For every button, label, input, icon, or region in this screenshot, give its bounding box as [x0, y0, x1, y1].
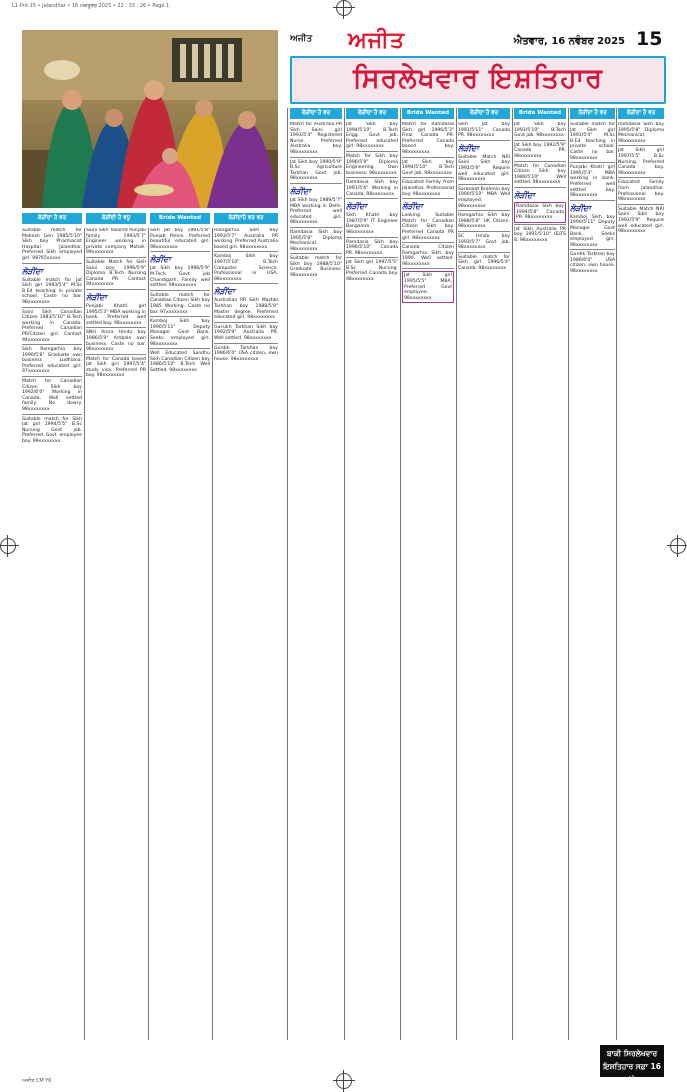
classified-ad: Sikh Khatri boy 1987/5'9" IT Engineer Bangalore. 98xxxxxxxx: [346, 213, 398, 235]
classified-ad: Match for Canadian Citizen Sikh boy 1992/6'0" Working in Canada. Well settled family. No dowry. 98xxxxxxxx: [22, 379, 82, 413]
section-marker: ਲੋੜੀਂਦਾ: [22, 266, 43, 276]
classified-ad: Saini Sikh Tailored Punjabi family 1993/5'7" Engineer working in private company Mohali. 99xxxxxxxx: [86, 228, 146, 256]
classified-ad: Canada Citizen Ramgarhia Sikh boy 1990. Well settled. 98xxxxxxxx: [402, 245, 454, 267]
ad-column-5: [290, 122, 342, 1040]
classified-ad: Suitable match for Sikh boy 1988/5'10" Graduate Business. 98xxxxxxxx: [290, 256, 342, 279]
column-header: Bride Wanted: [150, 213, 210, 224]
classified-ad: Educated Family from Jalandhar. Professional boy. 98xxxxxxxx: [618, 180, 664, 203]
classified-ad: Kamboj Sikh boy 1997/5'10" B.Tech Computer Science. Professional in USA. 98xxxxxxxx: [214, 254, 278, 282]
classified-ad: Ramdasia Sikh boy 1996/5'10" Canada PR. 98xxxxxxxx: [346, 239, 398, 256]
classified-ad: Sikh Ramgarhia boy 1990/5'8" Graduate own business Ludhiana. Preferred educated girl. 97xxxxxxxx: [22, 347, 82, 375]
ad-column-4: [214, 228, 278, 1040]
classified-ad: Match for Canadian Citizen Sikh boy 1989/5'10" Well settled. 98xxxxxxxx: [514, 163, 566, 186]
section-marker: ਲੋੜੀਂਦਾ: [514, 190, 535, 200]
classified-ad: Suitable Match NRI Saini Sikh boy 1992/5'9" Require well educated girl. 98xxxxxxxx: [458, 154, 510, 183]
classified-ad: Punjabi Khatri girl 1995/5'3" MBA working in bank. Preferred well settled boy. 98xxxxxxxx: [570, 165, 615, 199]
classified-ad: Gurdik Tarkhan boy 1986/6'0" USA citizen, own house. 98xxxxxxxx: [214, 345, 278, 362]
column-header: Bride Wanted: [514, 108, 566, 119]
section-banner: [290, 56, 666, 104]
classified-ad: Well Educated Sandhu Sikh Canadian Citizen boy 1986/5'10" B.Tech Well Settled. 98xxxxxxxx: [150, 351, 210, 373]
classified-ad: Punjabi Khatri girl 1995/5'3" MBA working in bank. Preferred well settled boy. 98xxxxxxxx: [86, 303, 146, 326]
classified-ad: Match for Australia PR Sikh Saini girl 1993/5'4" Registered Nurse. Preferred Australia boy. 98xxxxxxxx: [290, 122, 342, 155]
ad-column-8: [458, 122, 510, 1040]
column-header: ਲੋੜੀਂਦਾ ਹੈ ਵਰ: [22, 213, 82, 224]
column-header: ਲੋੜੀਂਦੀ ਹੈ ਵਧੂ: [86, 213, 146, 224]
section-marker: ਲੋੜੀਂਦਾ: [214, 287, 235, 297]
classified-ad: Jat Sikh boy 1993/5'10" B.Tech Govt job. 98xxxxxxxx: [514, 122, 566, 139]
classified-ad: Saraswat Brahmin boy 1990/5'10" MBA Well employed. 98xxxxxxxx: [458, 186, 510, 209]
classified-ad: Australian PR Sikh Mazhbi Tarkhan boy 1988/5'8" Master degree. Preferred educated girl. 98xxxxxxxx: [214, 298, 278, 321]
continued-line-1: ਬਾਕੀ ਸਿਰਲੇਖਵਾਰ: [606, 1049, 658, 1058]
classified-ad: Jat Sikh boy 1994/5'10" B.Tech Govt job. 98xxxxxxxx: [402, 159, 454, 176]
classified-ad: Jat Sikh boy 1989/5'7" MBA working in Delhi. Preferred well educated girl. 98xxxxxxxx: [290, 197, 342, 226]
page-number: 15: [636, 28, 663, 50]
section-title: ਸਿਰਲੇਖਵਾਰ ਇਸ਼ਤਿਹਾਰ: [352, 63, 603, 94]
classified-ad: Jat Sikh girl 1997/5'5" B.Sc Nursing. Preferred Canada boy. 98xxxxxxxx: [618, 148, 664, 176]
classified-ad: Ramgarhia Sikh boy 1993/5'7" Australia PR working. Preferred Australia based girl. 98xxxxxxxx: [214, 228, 278, 250]
classified-ad: Kamboj Sikh boy 1990/5'11" Deputy Manager Govt Bank. Seeks employed girl. 98xxxxxxxx: [570, 214, 615, 248]
classified-ad: Suitable Match for Sikh Saini boy 1996/5'9" Diploma B.Tech Nursing Canada PR. Contact 94xxxxxxxx: [86, 259, 146, 288]
classified-ad: Jat Sikh boy 1996/5'9" M.Tech Govt job Chandigarh. Family well settled. 98xxxxxxxx: [150, 266, 210, 289]
ad-column-3: [150, 228, 210, 1040]
registration-mark-bottom: [336, 1073, 352, 1089]
classified-ad: Sikh Jat boy 1991/5'11" Canada PR. 98xxxxxxxx: [458, 122, 510, 139]
classified-ad: Kamboj Sikh boy 1990/5'11" Deputy Manager Govt Bank. Seeks employed girl. 98xxxxxxxx: [150, 319, 210, 347]
classified-ad: Suitable match for Sikh girl 1996/5'4" Canada. 98xxxxxxxx: [458, 254, 510, 271]
registration-mark-left: [0, 538, 16, 554]
classified-ad: Match for Sikh boy 1996/5'9" Diploma Engineering. Own business. 98xxxxxxxx: [346, 153, 398, 176]
section-marker: ਲੋੜੀਂਦਾ: [402, 202, 423, 212]
column-header: ਲੋੜੀਂਦਾ ਹੈ ਵਰ: [290, 108, 342, 119]
classified-ad: Educated Family from Jalandhar. Professional boy. 98xxxxxxxx: [402, 180, 454, 197]
column-header: Bride Wanted: [402, 108, 454, 119]
section-marker: ਲੋੜੀਂਦਾ: [290, 186, 311, 196]
classified-ad: Match for Ramdasia Sikh girl 1996/5'3" Final Canada PR. Preferred Canada based boy. 98xxxxxxxx: [402, 122, 454, 155]
column-header: ਲੋੜੀਂਦਾ ਹੈ ਵਰ: [346, 108, 398, 119]
classified-ad: Suitable Match NRI Saini Sikh boy 1992/5'9" Require well educated girl. 98xxxxxxxx: [618, 206, 664, 235]
continued-notice: [600, 1045, 664, 1084]
classified-ad: Saini Sikh Canadian Citizen 1983/5'10" B.Tech working in Canada. Preferred Canadian PR/Citizen girl. Contact 94xxxxxxxx: [22, 309, 82, 343]
brand-name: ਅਜੀਤ: [290, 34, 313, 44]
highlighted-ad: Ramdasia Sikh boy 1994/5'8" Canada PR. 98xxxxxxxx: [514, 202, 566, 223]
ad-column-6: [346, 122, 398, 1040]
classified-ad: Suitable match for Mahesh Gen 1985/5'10" Sikh boy Pharmacist Hospital Jalandhar. Preferred Sikh employed girl. 98765xxxxx: [22, 228, 82, 261]
classified-ad: Jat Sikh boy 1994/5'10" B.Tech Engg. Govt job. Preferred educated girl. 98xxxxxxxx: [346, 122, 398, 150]
brand-logo: ਅਜੀਤ: [348, 28, 405, 53]
classified-ad: Suitable match for Jat Sikh girl 1993/5'4" M.Sc B.Ed teaching in private school. Caste no bar. 98xxxxxxxx: [22, 277, 82, 305]
highlighted-ad: Jat Sikh girl 1995/5'5" MBA. Preferred Govt employee. 98xxxxxxxx: [402, 271, 454, 303]
classified-ad: Looking Suitable Match for Canadian Citizen Sikh boy. Preferred Canada PR girl. 98xxxxxxxx: [402, 213, 454, 241]
section-marker: ਲੋੜੀਂਦਾ: [86, 292, 107, 302]
section-marker: ਲੋੜੀਂਦਾ: [150, 255, 171, 265]
classified-ad: Ramgarhia Sikh boy 1988/5'8" UK Citizen. 98xxxxxxxx: [458, 213, 510, 230]
column-header: ਲੋੜੀਂਦਾ ਹੈ ਵਰ: [570, 108, 615, 119]
print-info-strip: L1-Pnt-15 • Jalandhar • 16 ਅਕਤੂਬਰ 2025 • 22 : 33 : 26 • Page 1: [12, 3, 170, 9]
masthead-top-line: [290, 30, 635, 52]
section-marker: ਲੋੜੀਂਦਾ: [346, 202, 367, 212]
classified-ad: Sikh Jat boy 1991/5'8" Punjab Police. Preferred beautiful educated girl. 98xxxxxxxx: [150, 228, 210, 250]
classified-ad: Jat Sikh boy 1990/5'9" B.Sc Agriculture Tarkhan Govt job. 98xxxxxxxx: [290, 159, 342, 182]
classified-ad: Ramdasia Sikh boy 1995/5'8" Diploma Mechanical. 98xxxxxxxx: [290, 229, 342, 252]
illustration-art: [22, 30, 278, 208]
classified-ad: Jat Sikh boy 1992/5'9" Canada PR. 98xxxxxxxx: [514, 142, 566, 159]
classified-ad: Jat Sikh Australia PR boy 1991/5'10" IELTS 8. 98xxxxxxxx: [514, 226, 566, 243]
column-header: ਲੋੜੀਂਦਾ ਹੈ ਵਰ: [458, 108, 510, 119]
classified-ad: SC Hindu boy 1993/5'7" Govt job. 98xxxxxxxx: [458, 233, 510, 251]
classified-ad: Gurdik Tarkhan boy 1986/6'0" USA citizen, own house. 98xxxxxxxx: [570, 252, 615, 275]
classified-ad: Match for Canada based Jat Sikh girl 1997/5'4" study visa. Preferred PR boy. 98xxxxxxxx: [86, 356, 146, 379]
ad-column-10: [570, 122, 615, 1040]
ad-column-1: [22, 228, 82, 1040]
section-marker: ਲੋੜੀਂਦਾ: [458, 143, 479, 153]
section-marker: ਲੋੜੀਂਦਾ: [570, 203, 591, 213]
column-header: ਲੋੜੀਂਦਾ ਹੈ ਵਰ: [618, 108, 664, 119]
classified-ad: Jat Sikh girl 1997/5'5" B.Sc Nursing. Preferred Canada boy. 98xxxxxxxx: [346, 260, 398, 283]
classified-ad: Suitable match for Sikh Jat girl 1994/5'5" B.Sc Nursing Govt job. Preferred Govt employee boy. 99xxxxxxxx: [22, 416, 82, 444]
illustration-women-gathering: [22, 30, 278, 208]
issue-date: ਐਤਵਾਰ, 16 ਨਵੰਬਰ 2025: [513, 36, 625, 47]
classified-ad: Ramdasia Sikh boy 1995/5'8" Diploma Mechanical. 98xxxxxxxx: [618, 122, 664, 144]
ad-column-7: [402, 122, 454, 1040]
ad-column-9: [514, 122, 566, 1040]
footer-print-strip: ਅਜੀਤ CM YK: [22, 1078, 52, 1084]
registration-mark-right: [670, 538, 686, 554]
classified-ad: Ramdasia Sikh boy 1991/5'6" Working in Canada. 98xxxxxxxx: [346, 180, 398, 197]
column-header: ਲੋੜੀਂਦਾਹੈ ਵਰ ਵਰ: [214, 213, 278, 224]
classified-ad: SNH Arora Hindu boy 1986/5'9" Ambala own business. Caste no bar. 98xxxxxxxx: [86, 330, 146, 353]
ad-column-11: [618, 122, 664, 1040]
classified-ad: Suitable match for Jat Sikh girl 1993/5'4" M.Sc B.Ed teaching in private school. Caste no bar. 98xxxxxxxx: [570, 122, 615, 161]
continued-line-2: ਇਸ਼ਤਿਹਾਰ ਸਫ਼ਾ 16 'ਤੇ: [603, 1062, 661, 1084]
registration-mark-top: [336, 0, 352, 16]
classified-ad: Suitable match for Canadian Citizen Sikh boy 1985 Working. Caste no bar. 97xxxxxxxx: [150, 292, 210, 315]
classified-ad: Gursikh Tarkhan Sikh boy 1992/5'9" Australia PR. Well settled. 98xxxxxxxx: [214, 324, 278, 341]
ad-column-2: [86, 228, 146, 1040]
